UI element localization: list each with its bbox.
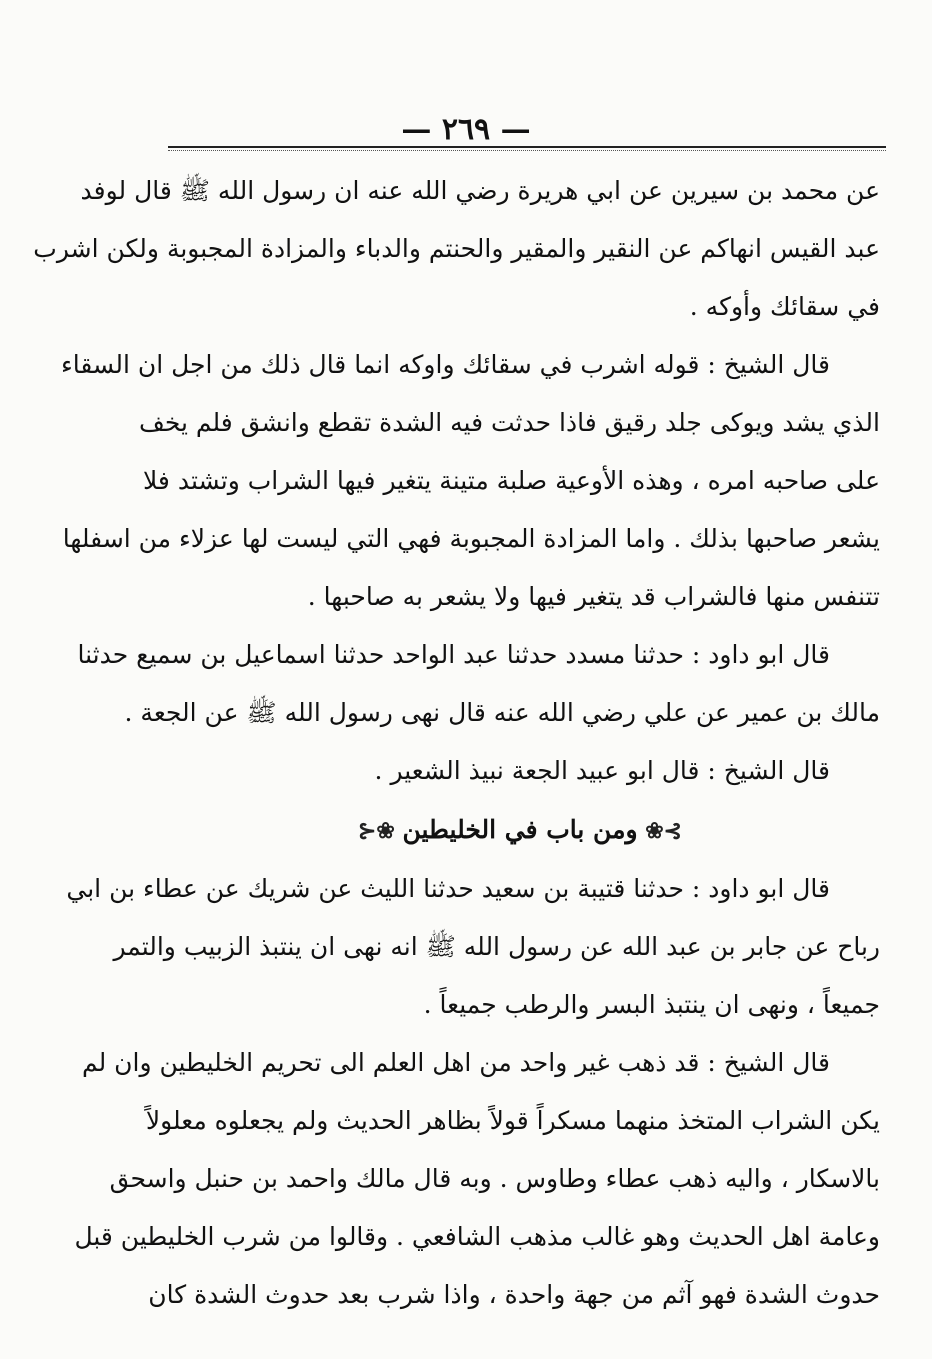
paragraph	[74, 1034, 880, 1324]
text-line: قال ابو داود : حدثنا مسدد حدثنا عبد الواحد حدثنا اسماعيل بن سميع حدثنا	[77, 640, 830, 669]
text-line: قال الشيخ : قد ذهب غير واحد من اهل العلم الى تحريم الخليطين وان لم	[81, 1048, 830, 1077]
text-line: حدوث الشدة فهو آثم من جهة واحدة ، واذا شرب بعد حدوث الشدة كان	[148, 1280, 880, 1309]
header-rule-dotted	[168, 150, 886, 151]
text-line: تتنفس منها فالشراب قد يتغير فيها ولا يشعر به صاحبها .	[307, 582, 880, 611]
page-body	[33, 162, 880, 1324]
text-line: يشعر صاحبها بذلك . واما المزادة المجبوبة فهي التي ليست لها عزلاء من اسفلها	[62, 524, 880, 553]
text-line: بالاسكار ، واليه ذهب عطاء وطاوس . وبه قال مالك واحمد بن حنبل واسحق	[109, 1164, 880, 1193]
text-line: رباح عن جابر بن عبد الله عن رسول الله ﷺ انه نهى ان ينتبذ الزبيب والتمر	[113, 932, 880, 961]
header-rule	[168, 146, 886, 148]
text-line: جميعاً ، ونهى ان ينتبذ البسر والرطب جميعاً .	[423, 990, 880, 1019]
paragraph	[33, 162, 880, 336]
text-line: يكن الشراب المتخذ منهما مسكراً قولاً بظاهر الحديث ولم يجعلوه معلولاً	[145, 1106, 880, 1135]
paragraph	[61, 336, 880, 626]
section-heading	[160, 800, 880, 860]
text-line: عبد القيس انهاكم عن النقير والمقير والحنتم والدباء والمزادة المجبوبة ولكن اشرب	[33, 234, 880, 263]
paragraph	[160, 742, 880, 800]
text-line: في سقائك وأوكه .	[689, 292, 880, 321]
paragraph	[66, 860, 880, 1034]
text-line: وعامة اهل الحديث وهو غالب مذهب الشافعي . وقالوا من شرب الخليطين قبل	[74, 1222, 880, 1251]
ornament-icon: ⊱❀	[637, 818, 683, 844]
text-line: مالك بن عمير عن علي رضي الله عنه قال نهى رسول الله ﷺ عن الجعة .	[124, 698, 880, 727]
text-line: قال الشيخ : قوله اشرب في سقائك واوكه انما قال ذلك من اجل ان السقاء	[61, 350, 830, 379]
text-line: الذي يشد ويوكى جلد رقيق فاذا حدثت فيه الشدة تقطع وانشق فلم يخف	[138, 408, 880, 437]
ornament-icon: ❀⊰	[357, 818, 403, 844]
section-heading-text: ومن باب في الخليطين	[402, 815, 638, 844]
text-line: قال ابو داود : حدثنا قتيبة بن سعيد حدثنا الليث عن شريك عن عطاء بن ابي	[66, 874, 830, 903]
page-number: — ٢٦٩ —	[401, 112, 531, 147]
text-line: على صاحبه امره ، وهذه الأوعية صلبة متينة يتغير فيها الشراب وتشتد فلا	[143, 466, 880, 495]
paragraph	[77, 626, 880, 742]
text-line: قال الشيخ : قال ابو عبيد الجعة نبيذ الشعير .	[374, 756, 830, 785]
text-line: عن محمد بن سيرين عن ابي هريرة رضي الله عنه ان رسول الله ﷺ قال لوفد	[80, 176, 880, 205]
